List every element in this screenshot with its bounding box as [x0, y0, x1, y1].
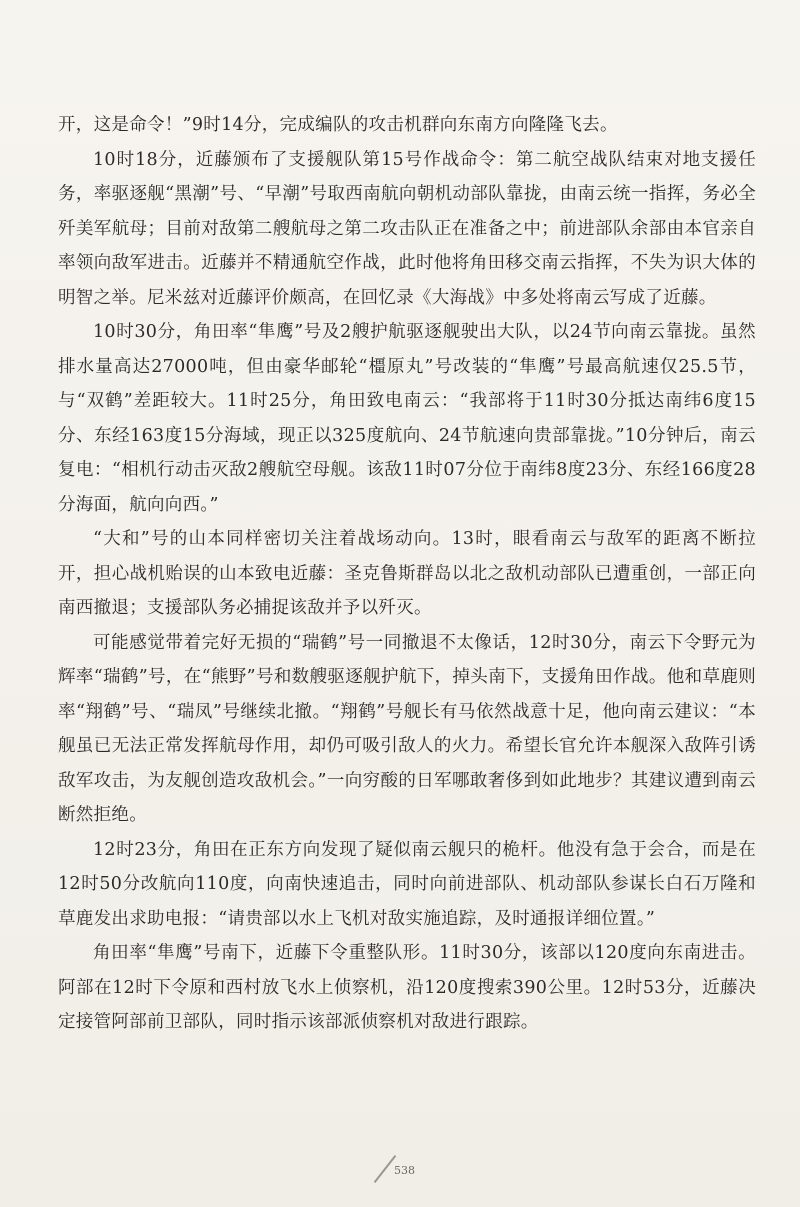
- paragraph: 10时30分，角田率“隼鹰”号及2艘护航驱逐舰驶出大队，以24节向南云靠拢。虽然排水量高达27000吨，但由豪华邮轮“橿原丸”号改装的“隼鹰”号最高航速仅25.5节，与“双鹤”差距较大。11时25分，角田致电南云：“我部将于11时30分抵达南纬6度15分、东经163度15分海域，现正以325度航向、24节航速向贵部靠拢。”10分钟后，南云复电：“相机行动击灭敌2艘航空母舰。该敌11时07分位于南纬8度23分、东经166度28分海面，航向向西。”: [58, 322, 756, 515]
- paragraph: “大和”号的山本同样密切关注着战场动向。13时，眼看南云与敌军的距离不断拉开，担心战机贻误的山本致电近藤：圣克鲁斯群岛以北之敌机动部队已遭重创，一部正向南西撤退；支援部队务必捕捉该敌并予以歼灭。: [58, 529, 756, 618]
- paragraph: 角田率“隼鹰”号南下，近藤下令重整队形。11时30分，该部以120度向东南进击。阿部在12时下令原和西村放飞水上侦察机，沿120度搜索390公里。12时53分，近藤决定接管阿部前卫部队，同时指示该部派侦察机对敌进行跟踪。: [58, 943, 756, 1032]
- paragraph: 10时18分，近藤颁布了支援舰队第15号作战命令：第二航空战队结束对地支援任务，率驱逐舰“黑潮”号、“早潮”号取西南航向朝机动部队靠拢，由南云统一指挥，务必全歼美军航母；目前对敌第二艘航母之第二攻击队正在准备之中；前进部队余部由本官亲自率领向敌军进击。近藤并不精通航空作战，此时他将角田移交南云指挥，不失为识大体的明智之举。尼米兹对近藤评价颇高，在回忆录《大海战》中多处将南云写成了近藤。: [58, 149, 756, 308]
- body-text: [58, 108, 756, 1040]
- page-footer: [360, 1150, 440, 1190]
- page-number: 538: [394, 1164, 415, 1177]
- paragraph-continuation: 开，这是命令！”9时14分，完成编队的攻击机群向东南方向隆隆飞去。: [58, 115, 618, 135]
- footer-slash-decoration: [374, 1155, 397, 1183]
- paragraph: 12时23分，角田在正东方向发现了疑似南云舰只的桅杆。他没有急于会合，而是在12时50分改航向110度，向南快速追击，同时向前进部队、机动部队参谋长白石万隆和草鹿发出求助电报：“请贵部以水上飞机对敌实施追踪，及时通报详细位置。”: [58, 839, 756, 929]
- paragraph: 可能感觉带着完好无损的“瑞鹤”号一同撤退不太像话，12时30分，南云下令野元为辉率“瑞鹤”号，在“熊野”号和数艘驱逐舰护航下，掉头南下，支援角田作战。他和草鹿则率“翔鹤”号、“瑞凤”号继续北撤。“翔鹤”号舰长有马依然战意十足，他向南云建议：“本舰虽已无法正常发挥航母作用，却仍可吸引敌人的火力。希望长官允许本舰深入敌阵引诱敌军攻击，为友舰创造攻敌机会。”一向穷酸的日军哪敢奢侈到如此地步？其建议遭到南云断然拒绝。: [58, 632, 756, 825]
